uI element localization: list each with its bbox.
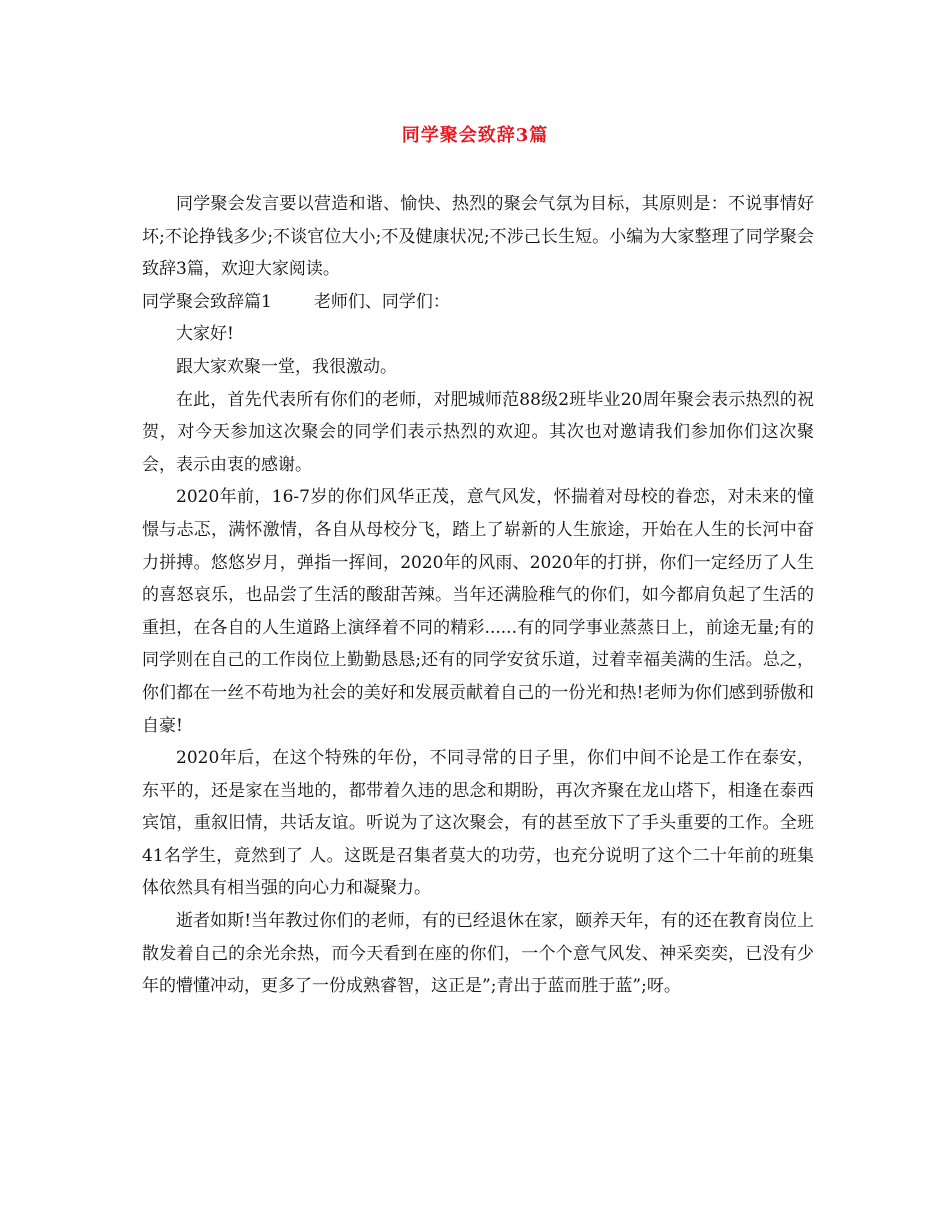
- body-paragraph-teachers: 逝者如斯!当年教过你们的老师，有的已经退休在家，颐养天年，有的还在教育岗位上散发着自己的余光余热，而今天看到在座的你们，一个个意气风发、神采奕奕，已没有少年的懵懂冲动，更多了一份成熟睿智，这正是”;青出于蓝而胜于蓝”;呀。: [142, 911, 814, 997]
- body-paragraph-congratulations: 在此，首先代表所有你们的老师，对肥城师范88级2班毕业20周年聚会表示热烈的祝贺，对今天参加这次聚会的同学们表示热烈的欢迎。其次也对邀请我们参加你们这次聚会，表示由衷的感谢。: [142, 389, 814, 475]
- section-heading-line: [142, 286, 814, 319]
- document-title: 同学聚会致辞3篇: [401, 125, 549, 146]
- section-heading: 同学聚会致辞篇1: [142, 291, 272, 312]
- body-paragraph-gathering: 跟大家欢聚一堂，我很激动。: [176, 356, 397, 377]
- body-paragraph-greeting: 大家好!: [176, 324, 234, 345]
- salutation: 老师们、同学们：: [313, 291, 450, 312]
- body-paragraph-past: 2020年前，16-7岁的你们风华正茂，意气风发，怀揣着对母校的眷恋，对未来的憧憬与忐忑，满怀激情，各自从母校分飞，踏上了崭新的人生旅途，开始在人生的长河中奋力拼搏。悠悠岁月，弹指一挥间，2020年的风雨、2020年的打拼，你们一定经历了人生的喜怒哀乐，也品尝了生活的酸甜苦辣。当年还满脸稚气的你们，如今都肩负起了生活的重担，在各自的人生道路上演绎着不同的精彩......有的同学事业蒸蒸日上，前途无量;有的同学则在自己的工作岗位上勤勤恳恳;还有的同学安贫乐道，过着幸福美满的生活。总之，你们都在一丝不苟地为社会的美好和发展贡献着自己的一份光和热!老师为你们感到骄傲和自豪!: [142, 487, 814, 736]
- document-body: [142, 188, 814, 1003]
- body-paragraph-reunion: 2020年后，在这个特殊的年份，不同寻常的日子里，你们中间不论是工作在泰安，东平的，还是家在当地的，都带着久违的思念和期盼，再次齐聚在龙山塔下，相逢在泰西宾馆，重叙旧情，共话友谊。听说为了这次聚会，有的甚至放下了手头重要的工作。全班41名学生，竟然到了 人。这既是召集者莫大的功劳，也充分说明了这个二十年前的班集体依然具有相当强的向心力和凝聚力。: [142, 748, 814, 899]
- intro-paragraph: 同学聚会发言要以营造和谐、愉快、热烈的聚会气氛为目标，其原则是：不说事情好坏;不论挣钱多少;不谈官位大小;不及健康状况;不涉己长生短。小编为大家整理了同学聚会致辞3篇，欢迎大家阅读。: [142, 194, 814, 280]
